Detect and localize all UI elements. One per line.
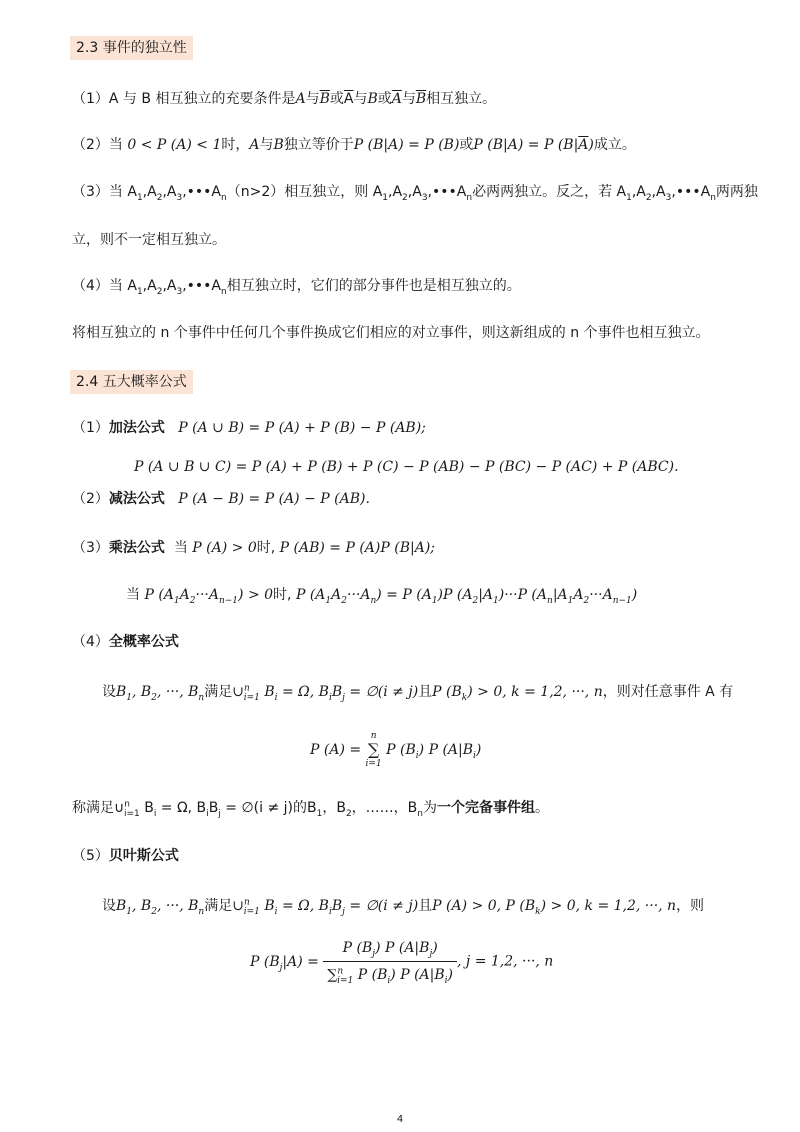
multiplication-n-when: 当: [126, 587, 140, 603]
total-probability-condition: 设$B_1$, $B_2$, ···, $B_n$满足∪$^n_{i=1}$ $B_i = \Omega$, $B_iB_j$ = ∅(i ≠ j)且P $(B_k) > 0$, k = 1,2, ···, n，则对任意事件 A 有: [102, 683, 734, 703]
subtraction-name: 减法公式: [108, 491, 165, 507]
multiplication-n-then: 时,: [273, 587, 292, 603]
bayes-num: （5）: [72, 848, 109, 864]
complete-strong: 一个完备事件组: [437, 800, 535, 816]
complete-lead: 称满足: [72, 800, 114, 816]
item-2-lead: （2）当: [72, 137, 123, 153]
item-3: （3）当 $A_1,A_2,A_3,•••A_n(n>2)$相互独立，则 $A_1,A_2,A_3,•••A_n$必两两独立。反之，若 $A_1,A_2,A_3,•••A_n$两两独: [72, 184, 758, 203]
bayes-and: 且: [418, 898, 433, 914]
total-name: 全概率公式: [108, 634, 179, 650]
multiplication-num: （3）: [72, 540, 109, 556]
item-3-mid1: （n>2）相互独立，则 A: [226, 184, 383, 200]
total-satisfy: 满足: [204, 684, 233, 700]
item-3-mid3: 两两独: [715, 184, 758, 200]
addition-formula: （1）加法公式 P (A ∪ B) = P (A) + P (B) − P (AB);: [72, 420, 426, 436]
section-heading-2-4: 2.4 五大概率公式: [70, 370, 193, 394]
multiplication-when: 当: [173, 540, 188, 556]
independence-note: 将相互独立的 n 个事件中任何几个事件换成它们相应的对立事件，则这新组成的 n 个事件也相互独立。: [72, 325, 710, 341]
item-1: （1）A 与 B 相互独立的充要条件是A与$\overline{B}$或$\overline{A}$与B或$\overline{A}$与$\overline{B}$相互独立。: [72, 91, 497, 107]
item-1-math: A: [295, 91, 306, 107]
section-heading-2-3: 2.3 事件的独立性: [70, 36, 193, 60]
bayes-formula: P $(B_j|A)$ = $\frac{P (B_j) P (A|B_j)}{\sum^n_{i=1} P (B_i) P (A|B_i)}$ , j = 1,2, ···, n: [250, 940, 554, 986]
item-3-lead: （3）当 A: [72, 184, 137, 200]
item-3-mid2: 必两两独立。反之，若 A: [472, 184, 627, 200]
complete-end: 。: [535, 800, 549, 816]
addition-formula-3: P (A ∪ B ∪ C) = P (A) + P (B) + P (C) − P (AB) − P (BC) − P (AC) + P (ABC).: [134, 459, 679, 475]
addition-name: 加法公式: [108, 420, 165, 436]
item-4: （4）当 $A_1,A_2,A_3,•••A_n$相互独立时，它们的部分事件也是相互独立的。: [72, 278, 521, 297]
item-1-lead: （1）A 与 B 相互独立的充要条件是: [72, 91, 296, 107]
total-and: 且: [418, 684, 433, 700]
item-2-mid: 时，: [221, 137, 250, 153]
subtraction-num: （2）: [72, 491, 109, 507]
bayes-heading: [72, 846, 179, 866]
total-set: 设: [102, 684, 116, 700]
total-any: ，则对任意事件 A 有: [602, 684, 734, 700]
bayes-set: 设: [102, 898, 116, 914]
item-2-cond: 0 < P (A) < 1: [127, 137, 222, 153]
multiplication-then: 时,: [256, 540, 276, 556]
subtraction-formula: （2）减法公式 P (A − B) = P (A) − P (AB).: [72, 491, 370, 507]
sum-symbol: n ∑ i=1: [365, 731, 382, 769]
multiplication-name: 乘法公式: [108, 540, 165, 556]
complete-tail: 为: [423, 800, 437, 816]
bayes-condition: 设$B_1$, $B_2$, ···, $B_n$满足∪$^n_{i=1}$ $B_i = \Omega$, $B_iB_j$ = ∅(i ≠ j)且P (A) > 0, P $(B_k) > 0$, k = 1,2, ···, n，则: [102, 897, 705, 917]
total-num: （4）: [72, 634, 109, 650]
bayes-fraction: $\frac{P (B_j) P (A|B_j)}{\sum^n_{i=1} P (B_i) P (A|B_i)}$: [323, 938, 457, 985]
item-2-tail: 成立。: [593, 137, 636, 153]
bayes-then: ，则: [676, 898, 705, 914]
item-3-cont: 立，则不一定相互独立。: [72, 232, 226, 248]
total-probability-heading: [72, 632, 179, 652]
item-4-tail: 相互独立时，它们的部分事件也是相互独立的。: [226, 278, 521, 294]
bayes-name: 贝叶斯公式: [108, 848, 179, 864]
bayes-satisfy: 满足: [204, 898, 233, 914]
item-2: （2）当 0 < P (A) < 1时，A与B独立等价于P (B|A) = P (B)或P (B|A) = P $(B|\overline{A})$成立。: [72, 137, 636, 153]
total-probability-formula: P (A) = n ∑ i=1 P $(B_i)$ P $(A|B_i)$: [310, 731, 482, 769]
item-4-lead: （4）当 A: [72, 278, 137, 294]
item-1-tail: 相互独立。: [426, 91, 497, 107]
multiplication-formula-n: 当 P $(A_1A_2\cdot\cdot\cdot A_{n-1}) > 0$时, P $(A_1A_2\cdot\cdot\cdot A_n) = P$ $(A_1)P$ $(A_2|A_1)\cdot\cdot\cdot P$ $(A_n|A_1A_2\cdot\cdot\cdot A_{n-1})$: [126, 587, 638, 606]
multiplication-formula: （3）乘法公式 当 P (A) > 0时, P (AB) = P (A)P (B|A);: [72, 540, 435, 556]
page-number: 4: [396, 1114, 404, 1125]
complete-event-group: 称满足∪$^n_{i=1}$ $B_i = \Omega$, $B_iB_j$ = ∅(i ≠ j)的$B_1$，$B_2$，……，$B_n$为一个完备事件组。: [72, 799, 549, 819]
addition-num: （1）: [72, 420, 109, 436]
complete-de: 的: [292, 800, 307, 816]
